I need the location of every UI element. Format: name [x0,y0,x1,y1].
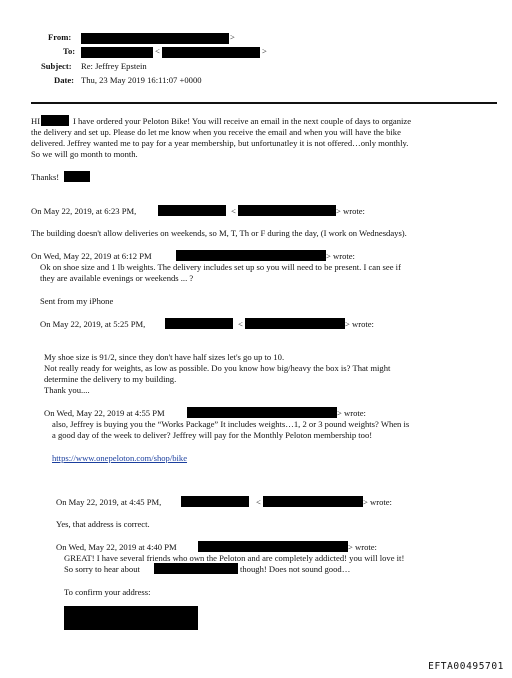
redaction [176,250,326,261]
redaction [263,496,363,507]
date-value: Thu, 23 May 2019 16:11:07 +0000 [81,75,202,85]
to-label: To: [63,46,76,56]
redaction [81,33,229,44]
quote6-line3: To confirm your address: [64,587,151,597]
sent-from: Sent from my iPhone [40,296,114,306]
quote2-line2: they are available evenings or weekends ... ? [40,273,194,283]
quote6-line2b: though! Does not sound good… [240,564,351,574]
quote3-lt: < [238,319,243,329]
para1-line2: the delivery and set up. Please do let me know when you receive the email and when you will have the bike [31,127,401,137]
quote3-line1: My shoe size is 91/2, since they don't have half sizes let's go up to 10. [44,352,285,362]
redaction [198,541,348,552]
header-divider [31,102,497,104]
quote1-text: The building doesn't allow deliveries on weekends, so M, T, Th or F during the day, (I work on Wednesdays). [31,228,407,238]
quote2-wrote: > wrote: [326,251,355,261]
quote1-lt: < [231,206,236,216]
quote1-intro: On May 22, 2019, at 6:23 PM, [31,206,137,216]
quote4-wrote: > wrote: [337,408,366,418]
quote3-line4: Thank you.... [44,385,90,395]
peloton-link[interactable]: https://www.onepeloton.com/shop/bike [52,453,188,463]
subject-value: Re: Jeffrey Epstein [81,61,147,71]
quote3-line2: Not really ready for weights, as low as possible. Do you know how big/heavy the box is? That might [44,363,391,373]
quote2-line1: Ok on shoe size and 1 lb weights. The delivery includes set up so you will need to be present. I can see if [40,262,401,272]
redaction [181,496,249,507]
subject-label: Subject: [41,61,72,71]
quote3-line3: determine the delivery to my building. [44,374,177,384]
greeting: HI [31,116,41,126]
para1-line3: delivered. Jeffrey wanted me to pay for a year membership, but unfortunatley it is not offered…only monthly. [31,138,409,148]
quote5-lt: < [256,497,261,507]
para1-line4: So we will go month to month. [31,149,138,159]
redaction [158,205,226,216]
quote5-text: Yes, that address is correct. [56,519,150,529]
to-lt: < [155,46,160,56]
from-gt: > [230,32,235,42]
redaction [187,407,337,418]
from-label: From: [48,32,72,42]
redaction [165,318,233,329]
redaction [41,115,69,126]
redaction [154,563,238,574]
quote6-intro: On Wed, May 22, 2019 at 4:40 PM [56,542,177,552]
redaction [245,318,345,329]
quote6-line1: GREAT! I have several friends who own the Peloton and are completely addicted! you will love it! [64,553,405,563]
quote1-wrote: > wrote: [336,206,365,216]
quote5-wrote: > wrote: [363,497,392,507]
quote6-line2a: So sorry to hear about [64,564,140,574]
quote3-intro: On May 22, 2019, at 5:25 PM, [40,319,146,329]
quote5-intro: On May 22, 2019, at 4:45 PM, [56,497,162,507]
quote4-line2: a good day of the week to deliver? Jeffrey will pay for the Monthly Peloton membership too! [52,430,373,440]
redaction [81,47,153,58]
quote2-intro: On Wed, May 22, 2019 at 6:12 PM [31,251,152,261]
redaction [64,171,90,182]
document-id: EFTA00495701 [428,661,504,672]
redaction [64,606,198,630]
redaction [162,47,260,58]
quote6-wrote: > wrote: [348,542,377,552]
quote4-line1: also, Jeffrey is buying you the “Works Package” It includes weights…1, 2 or 3 pound weights? When is [52,419,410,429]
redaction [238,205,336,216]
to-gt: > [262,46,267,56]
date-label: Date: [54,75,75,85]
quote4-intro: On Wed, May 22, 2019 at 4:55 PM [44,408,165,418]
para1-line1: I have ordered your Peloton Bike! You will receive an email in the next couple of days to organize [73,116,412,126]
quote3-wrote: > wrote: [345,319,374,329]
thanks: Thanks! [31,172,60,182]
